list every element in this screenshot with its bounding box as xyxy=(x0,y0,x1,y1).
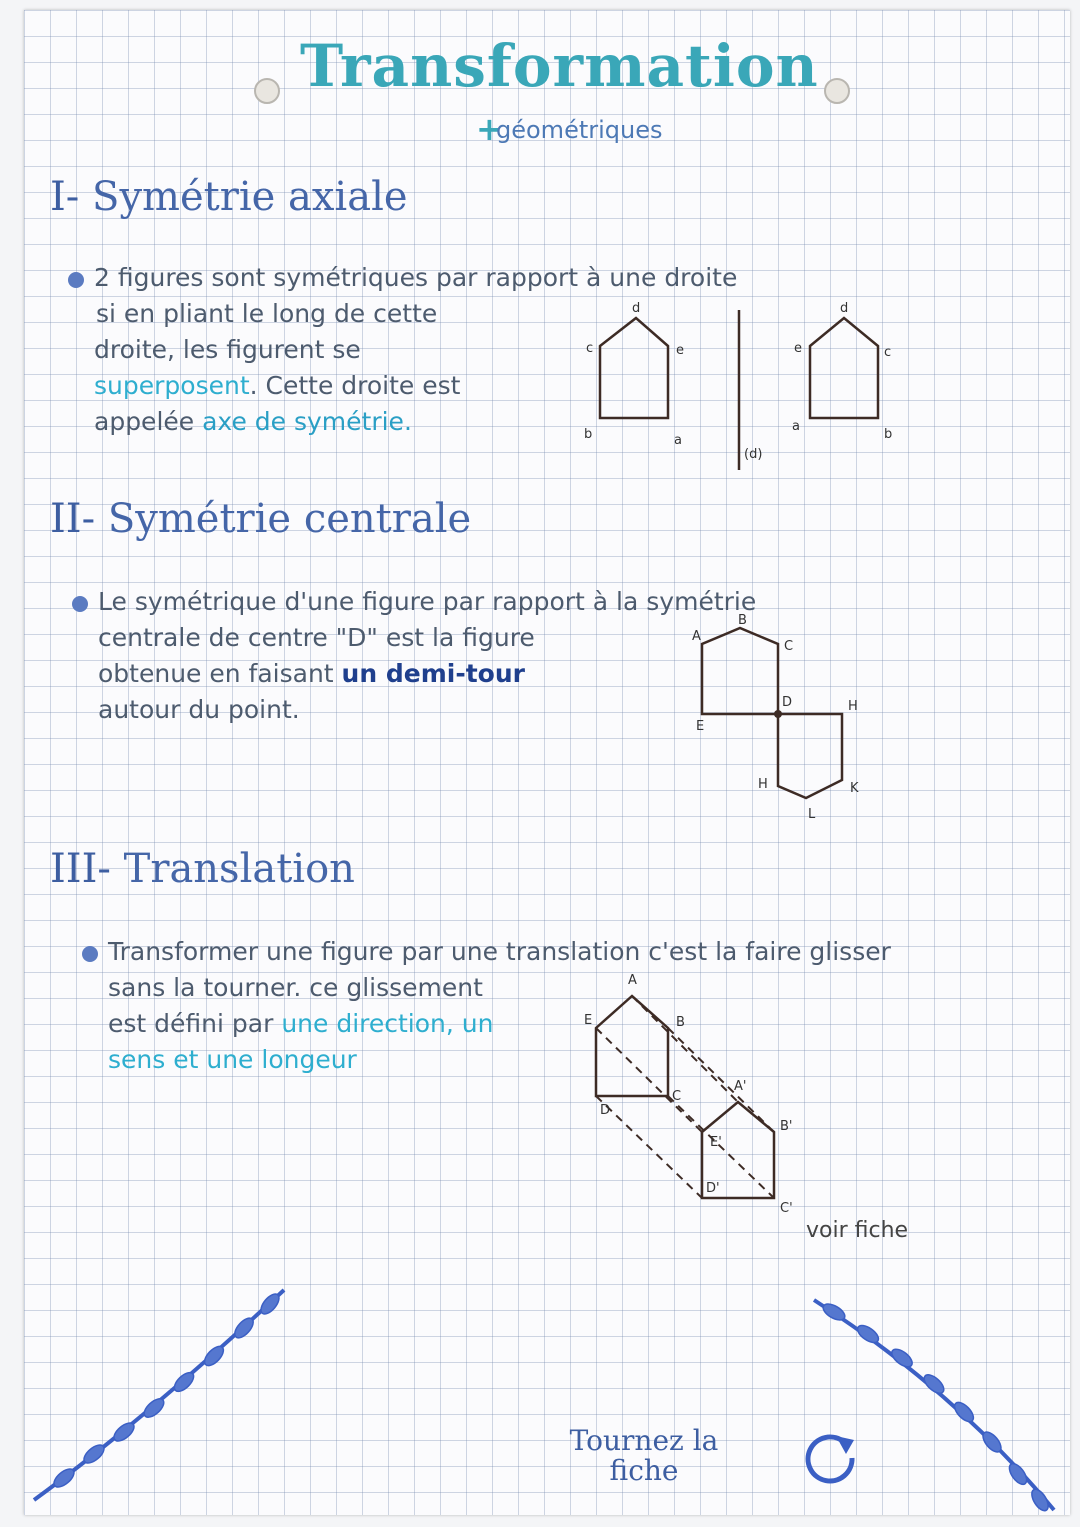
center-point xyxy=(774,710,782,718)
label: C xyxy=(784,639,794,654)
axis-label: (d) xyxy=(744,447,763,462)
label: A xyxy=(628,973,637,988)
label: a xyxy=(674,433,682,448)
pentagon-image xyxy=(778,714,842,798)
text-line: si en pliant le long de cette xyxy=(96,299,438,328)
label: d xyxy=(632,301,641,316)
text-line: Le symétrique d'une figure par rapport à la symétrie xyxy=(98,587,757,616)
pentagon-left xyxy=(600,318,668,418)
keyword-demi-tour: un demi-tour xyxy=(341,659,525,688)
label: A' xyxy=(734,1079,747,1094)
text-line: autour du point. xyxy=(98,695,300,724)
label: e xyxy=(676,343,684,358)
section-3-text xyxy=(108,934,1058,1078)
label: B' xyxy=(780,1119,793,1134)
label: b xyxy=(584,427,593,442)
bullet-icon xyxy=(82,946,98,962)
label: H xyxy=(758,777,768,792)
pentagon-right xyxy=(810,318,878,418)
label: d xyxy=(840,301,849,316)
section-2-number: II- xyxy=(50,496,96,542)
keyword-sens-longeur: sens et une longeur xyxy=(108,1045,357,1074)
page-title: Transformation xyxy=(300,32,819,100)
translation-figure xyxy=(584,970,844,1220)
leaf-branch-left-icon xyxy=(24,1270,314,1515)
central-symmetry-figure xyxy=(684,610,914,830)
label: c xyxy=(884,345,892,360)
turn-arrow-icon xyxy=(800,1428,860,1488)
see-sheet-note: voir fiche xyxy=(806,1218,909,1243)
axial-symmetry-figure xyxy=(564,300,924,480)
punch-hole-left xyxy=(254,78,280,104)
text-line: centrale de centre "D" est la figure xyxy=(98,623,535,652)
label: b xyxy=(884,427,893,442)
section-2-title: Symétrie centrale xyxy=(107,496,472,542)
label: A xyxy=(692,629,701,644)
bullet-icon xyxy=(68,272,84,288)
text-fragment: . Cette droite est xyxy=(249,371,461,400)
label: e xyxy=(794,341,802,356)
text-fragment: obtenue en faisant xyxy=(98,659,342,688)
label: B xyxy=(738,613,747,628)
keyword-axe-de-symetrie: axe de symétrie xyxy=(202,407,404,436)
footer-line: fiche xyxy=(609,1454,679,1487)
section-2-heading xyxy=(50,496,471,542)
translation-line xyxy=(596,1096,702,1198)
label: C' xyxy=(780,1201,793,1216)
section-3-title: Translation xyxy=(123,846,355,892)
label: D xyxy=(782,695,793,710)
notebook-page xyxy=(24,10,1070,1515)
label: B xyxy=(676,1015,685,1030)
label: D xyxy=(600,1103,611,1118)
text-line: sans la tourner. ce glissement xyxy=(108,973,483,1002)
text-line: Transformer une figure par une translation c'est la faire glisser xyxy=(108,937,891,966)
text-line: 2 figures sont symétriques par rapport à une droite xyxy=(94,263,738,292)
text-fragment: est défini par xyxy=(108,1009,282,1038)
label: E' xyxy=(710,1135,722,1150)
label: a xyxy=(792,419,800,434)
bullet-icon xyxy=(72,596,88,612)
section-1-number: I- xyxy=(50,174,80,220)
text-fragment: appelée xyxy=(94,407,203,436)
section-1-title: Symétrie axiale xyxy=(92,174,408,220)
label: D' xyxy=(706,1181,720,1196)
keyword-direction: une direction, un xyxy=(281,1009,494,1038)
pentagon-original xyxy=(596,996,668,1096)
section-1-heading xyxy=(50,174,408,220)
label: c xyxy=(586,341,594,356)
page-subtitle: géométriques xyxy=(496,116,663,144)
text-fragment: . xyxy=(403,407,412,436)
section-3-heading xyxy=(50,846,355,892)
label: E xyxy=(584,1013,593,1028)
pentagon-original xyxy=(702,628,778,714)
turn-page-note xyxy=(544,1426,744,1486)
plus-icon: + xyxy=(476,110,503,148)
translation-line xyxy=(632,996,738,1102)
section-3-number: III- xyxy=(50,846,111,892)
label: C xyxy=(672,1089,682,1104)
punch-hole-right xyxy=(824,78,850,104)
translation-line xyxy=(596,1028,702,1132)
text-line: droite, les figurent se xyxy=(94,335,361,364)
label: E xyxy=(696,719,705,734)
label: K xyxy=(850,781,859,796)
keyword-superposent: superposent xyxy=(94,371,250,400)
footer-line: Tournez la xyxy=(569,1424,719,1457)
label: L xyxy=(808,807,816,822)
label: H xyxy=(848,699,858,714)
